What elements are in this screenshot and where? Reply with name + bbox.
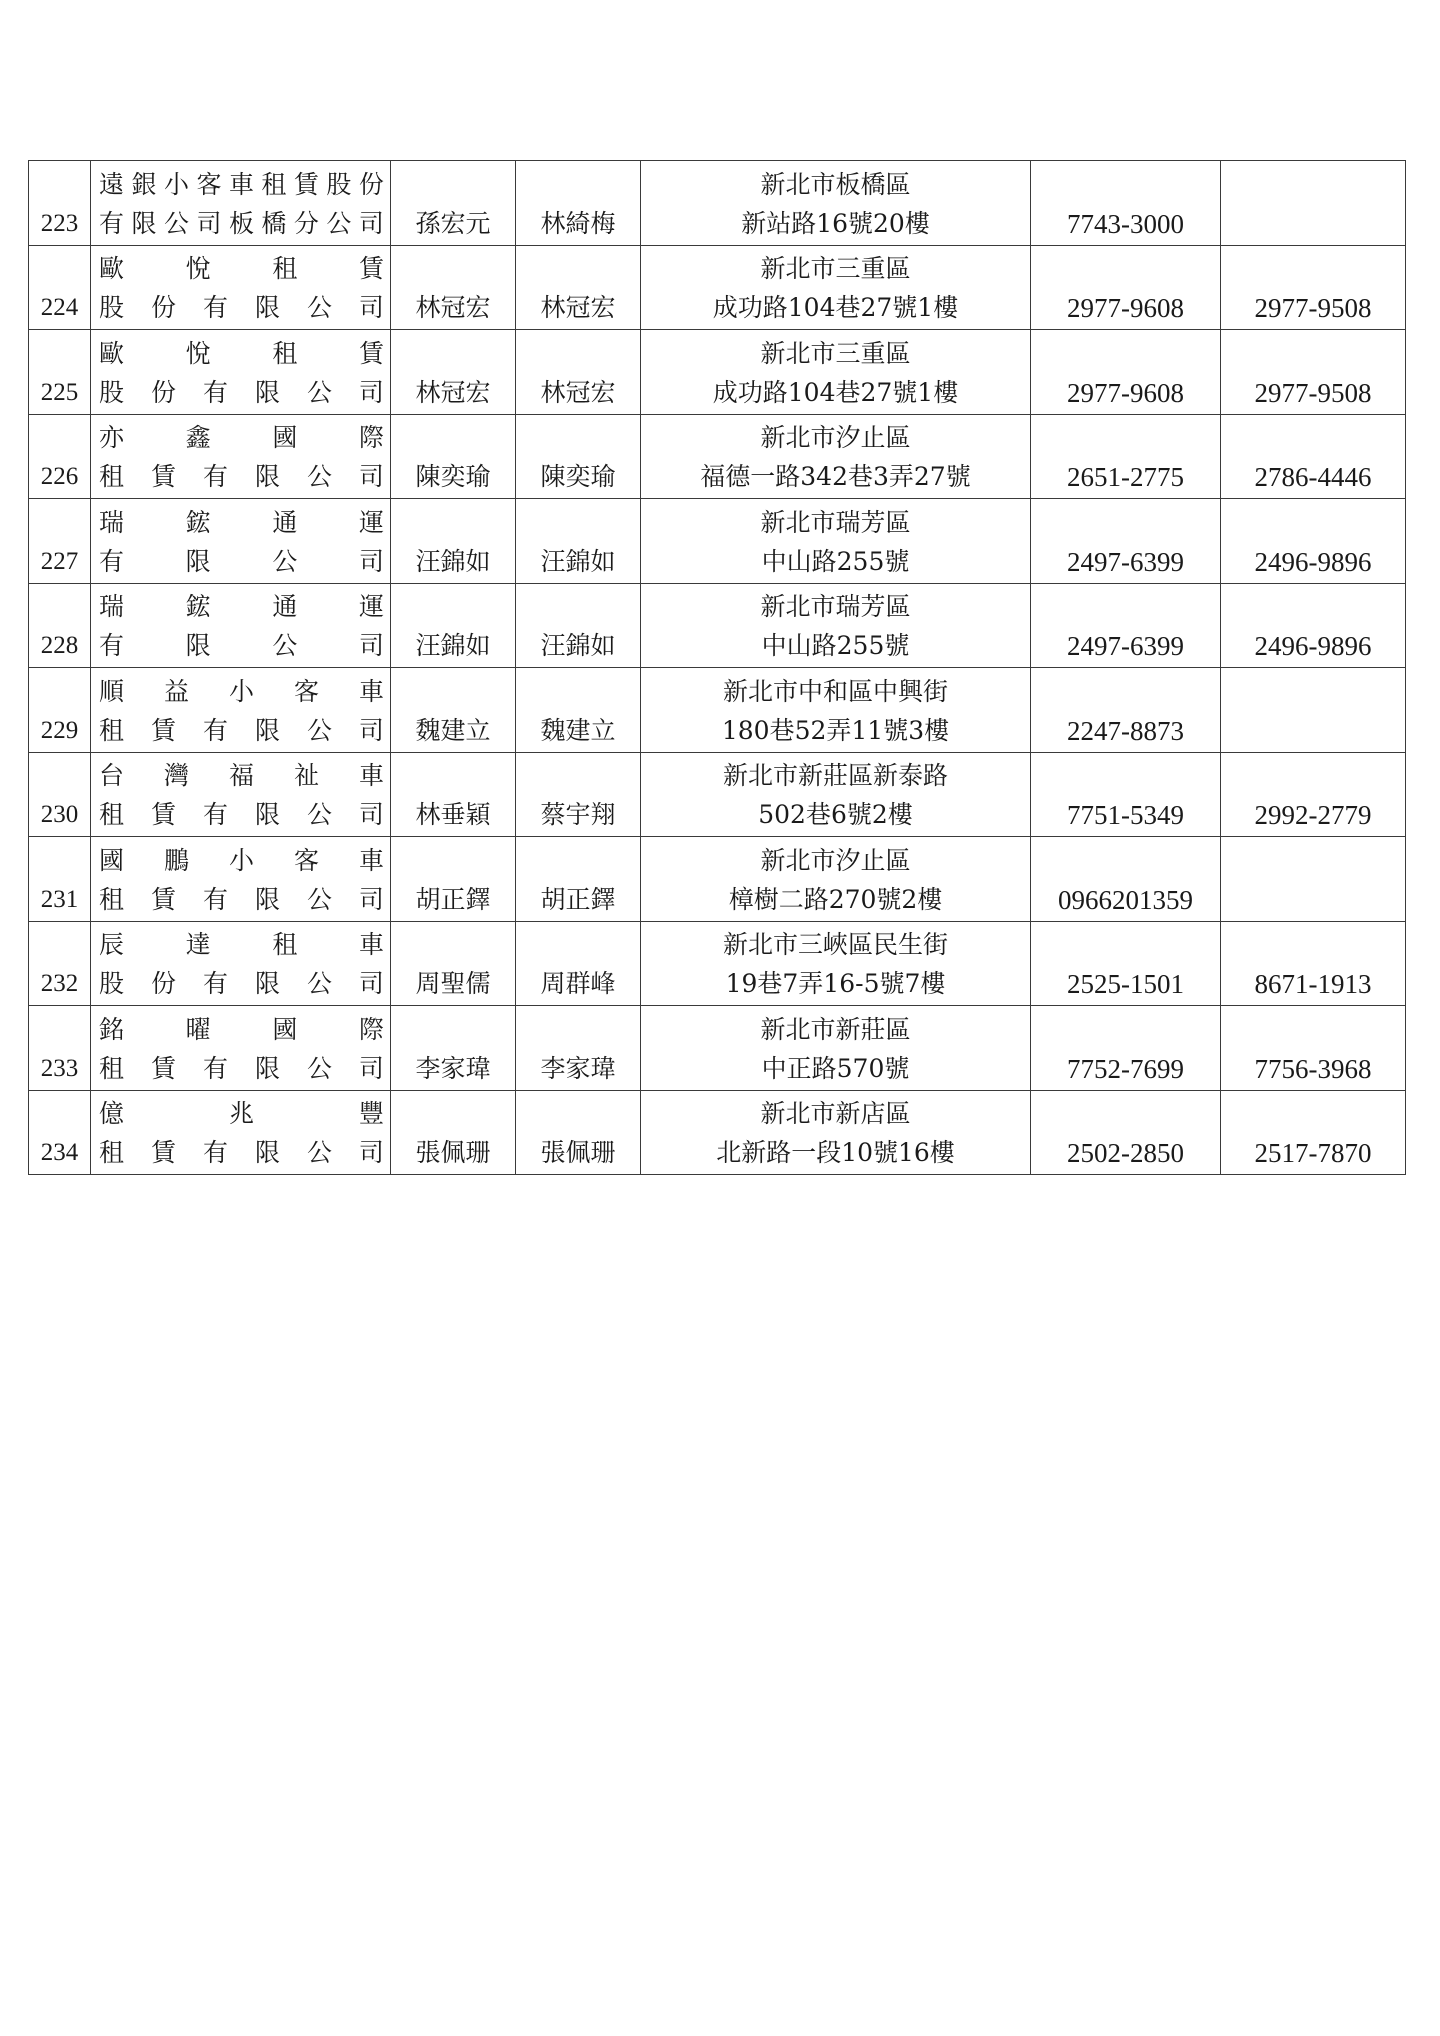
contact-person: 林綺梅 xyxy=(516,161,641,246)
address-line: 新北市三重區 xyxy=(760,254,911,283)
company-name-cell xyxy=(91,921,391,1006)
company-name-cell xyxy=(91,1006,391,1091)
row-number: 225 xyxy=(29,330,91,415)
contact-person: 胡正鐸 xyxy=(516,837,641,922)
company-name-line: 有 限 公 司 xyxy=(99,631,384,660)
phone-number: 0966201359 xyxy=(1031,837,1221,922)
company-name-cell xyxy=(91,414,391,499)
company-name-cell xyxy=(91,583,391,668)
phone-number: 2502-2850 xyxy=(1031,1090,1221,1175)
row-number: 227 xyxy=(29,499,91,584)
company-name-line: 億 兆 豐 xyxy=(99,1099,384,1128)
company-name-cell xyxy=(91,161,391,246)
company-name-line: 有 限 公 司 板 橋 分 公 司 xyxy=(99,208,384,238)
address-line: 中山路255號 xyxy=(761,546,910,576)
company-name-cell xyxy=(91,1090,391,1175)
company-name-cell xyxy=(91,668,391,753)
company-name-line: 租 賃 有 限 公 司 xyxy=(99,1053,384,1083)
contact-person: 李家瑋 xyxy=(516,1006,641,1091)
table-row xyxy=(29,245,1406,330)
table-row xyxy=(29,1090,1406,1175)
fax-number: 2786-4446 xyxy=(1221,414,1406,499)
contact-person: 林冠宏 xyxy=(516,330,641,415)
address-line: 新北市中和區中興街 xyxy=(722,676,948,706)
phone-number: 2497-6399 xyxy=(1031,499,1221,584)
address-line: 樟樹二路270號2樓 xyxy=(728,884,943,914)
fax-number xyxy=(1221,161,1406,246)
address-cell xyxy=(641,245,1031,330)
phone-number: 7751-5349 xyxy=(1031,752,1221,837)
address-line: 新北市三重區 xyxy=(760,338,911,368)
row-number: 226 xyxy=(29,414,91,499)
company-name-cell xyxy=(91,499,391,584)
company-name-line: 股 份 有 限 公 司 xyxy=(99,377,384,407)
row-number: 234 xyxy=(29,1090,91,1175)
company-name-line: 瑞 鋐 通 運 xyxy=(99,592,384,621)
address-cell xyxy=(641,161,1031,246)
company-name-line: 租 賃 有 限 公 司 xyxy=(99,800,384,829)
fax-number: 2517-7870 xyxy=(1221,1090,1406,1175)
address-cell xyxy=(641,1006,1031,1091)
contact-person: 汪錦如 xyxy=(516,583,641,668)
address-cell xyxy=(641,668,1031,753)
table-row xyxy=(29,752,1406,837)
address-line: 新北市板橋區 xyxy=(760,169,911,199)
company-name-line: 遠 銀 小 客 車 租 賃 股 份 xyxy=(99,169,384,199)
table-row xyxy=(29,921,1406,1006)
contact-person: 周群峰 xyxy=(516,921,641,1006)
company-name-line: 銘 曜 國 際 xyxy=(99,1014,384,1044)
company-name-line: 租 賃 有 限 公 司 xyxy=(99,462,384,491)
company-name-cell xyxy=(91,752,391,837)
contact-person: 陳奕瑜 xyxy=(516,414,641,499)
address-cell xyxy=(641,752,1031,837)
row-number: 223 xyxy=(29,161,91,246)
address-line: 中正路570號 xyxy=(761,1053,910,1083)
address-cell xyxy=(641,921,1031,1006)
responsible-person: 林冠宏 xyxy=(391,245,516,330)
fax-number: 2496-9896 xyxy=(1221,499,1406,584)
phone-number: 2977-9608 xyxy=(1031,245,1221,330)
phone-number: 7752-7699 xyxy=(1031,1006,1221,1091)
address-line: 新北市新莊區 xyxy=(760,1014,911,1044)
fax-number: 7756-3968 xyxy=(1221,1006,1406,1091)
company-name-cell xyxy=(91,245,391,330)
responsible-person: 汪錦如 xyxy=(391,499,516,584)
company-name-line: 辰 達 租 車 xyxy=(99,930,384,959)
responsible-person: 汪錦如 xyxy=(391,583,516,668)
address-line: 北新路一段10號16樓 xyxy=(716,1138,955,1167)
fax-number: 8671-1913 xyxy=(1221,921,1406,1006)
address-line: 新北市瑞芳區 xyxy=(760,592,911,621)
fax-number: 2992-2779 xyxy=(1221,752,1406,837)
fax-number: 2977-9508 xyxy=(1221,330,1406,415)
responsible-person: 周聖儒 xyxy=(391,921,516,1006)
phone-number: 2497-6399 xyxy=(1031,583,1221,668)
company-name-line: 順 益 小 客 車 xyxy=(99,676,384,706)
address-line: 新北市瑞芳區 xyxy=(760,507,911,537)
table-row xyxy=(29,161,1406,246)
address-line: 福德一路342巷3弄27號 xyxy=(700,462,971,491)
company-name-line: 亦 鑫 國 際 xyxy=(99,423,384,452)
address-line: 成功路104巷27號1樓 xyxy=(712,377,959,407)
fax-number xyxy=(1221,668,1406,753)
rental-company-table xyxy=(28,160,1406,1175)
row-number: 230 xyxy=(29,752,91,837)
contact-person: 蔡宇翔 xyxy=(516,752,641,837)
phone-number: 2977-9608 xyxy=(1031,330,1221,415)
responsible-person: 魏建立 xyxy=(391,668,516,753)
fax-number: 2977-9508 xyxy=(1221,245,1406,330)
address-line: 新北市三峽區民生街 xyxy=(722,930,948,959)
address-line: 19巷7弄16-5號7樓 xyxy=(725,969,946,998)
contact-person: 魏建立 xyxy=(516,668,641,753)
address-line: 180巷52弄11號3樓 xyxy=(721,715,950,745)
fax-number: 2496-9896 xyxy=(1221,583,1406,668)
table-row xyxy=(29,499,1406,584)
responsible-person: 胡正鐸 xyxy=(391,837,516,922)
company-name-line: 瑞 鋐 通 運 xyxy=(99,507,384,537)
phone-number: 2525-1501 xyxy=(1031,921,1221,1006)
company-name-line: 歐 悅 租 賃 xyxy=(99,338,384,368)
company-name-line: 股 份 有 限 公 司 xyxy=(99,969,384,998)
responsible-person: 張佩珊 xyxy=(391,1090,516,1175)
address-line: 新北市汐止區 xyxy=(760,423,911,452)
fax-number xyxy=(1221,837,1406,922)
company-name-line: 歐 悅 租 賃 xyxy=(99,254,384,283)
address-cell xyxy=(641,583,1031,668)
address-cell xyxy=(641,1090,1031,1175)
address-line: 新北市汐止區 xyxy=(760,845,911,875)
responsible-person: 李家瑋 xyxy=(391,1006,516,1091)
row-number: 229 xyxy=(29,668,91,753)
table-row xyxy=(29,668,1406,753)
address-line: 新北市新莊區新泰路 xyxy=(722,761,948,790)
address-line: 成功路104巷27號1樓 xyxy=(712,293,959,322)
phone-number: 2651-2775 xyxy=(1031,414,1221,499)
contact-person: 汪錦如 xyxy=(516,499,641,584)
address-cell xyxy=(641,330,1031,415)
address-line: 中山路255號 xyxy=(761,631,910,660)
table-body xyxy=(29,161,1406,1175)
company-name-line: 租 賃 有 限 公 司 xyxy=(99,1138,384,1167)
table-row xyxy=(29,837,1406,922)
company-name-line: 股 份 有 限 公 司 xyxy=(99,293,384,322)
responsible-person: 林垂穎 xyxy=(391,752,516,837)
phone-number: 2247-8873 xyxy=(1031,668,1221,753)
document-page xyxy=(28,160,1405,1175)
address-cell xyxy=(641,414,1031,499)
table-row xyxy=(29,583,1406,668)
row-number: 232 xyxy=(29,921,91,1006)
row-number: 224 xyxy=(29,245,91,330)
company-name-line: 有 限 公 司 xyxy=(99,546,384,576)
company-name-cell xyxy=(91,837,391,922)
address-line: 新站路16號20樓 xyxy=(741,208,930,238)
phone-number: 7743-3000 xyxy=(1031,161,1221,246)
responsible-person: 林冠宏 xyxy=(391,330,516,415)
address-cell xyxy=(641,499,1031,584)
contact-person: 林冠宏 xyxy=(516,245,641,330)
company-name-cell xyxy=(91,330,391,415)
address-line: 502巷6號2樓 xyxy=(758,800,913,829)
table-row xyxy=(29,330,1406,415)
company-name-line: 台 灣 福 祉 車 xyxy=(99,761,384,790)
address-cell xyxy=(641,837,1031,922)
contact-person: 張佩珊 xyxy=(516,1090,641,1175)
table-row xyxy=(29,414,1406,499)
responsible-person: 孫宏元 xyxy=(391,161,516,246)
table-row xyxy=(29,1006,1406,1091)
row-number: 228 xyxy=(29,583,91,668)
row-number: 233 xyxy=(29,1006,91,1091)
company-name-line: 國 鵬 小 客 車 xyxy=(99,845,384,875)
company-name-line: 租 賃 有 限 公 司 xyxy=(99,884,384,914)
company-name-line: 租 賃 有 限 公 司 xyxy=(99,715,384,745)
responsible-person: 陳奕瑜 xyxy=(391,414,516,499)
row-number: 231 xyxy=(29,837,91,922)
address-line: 新北市新店區 xyxy=(760,1099,911,1128)
